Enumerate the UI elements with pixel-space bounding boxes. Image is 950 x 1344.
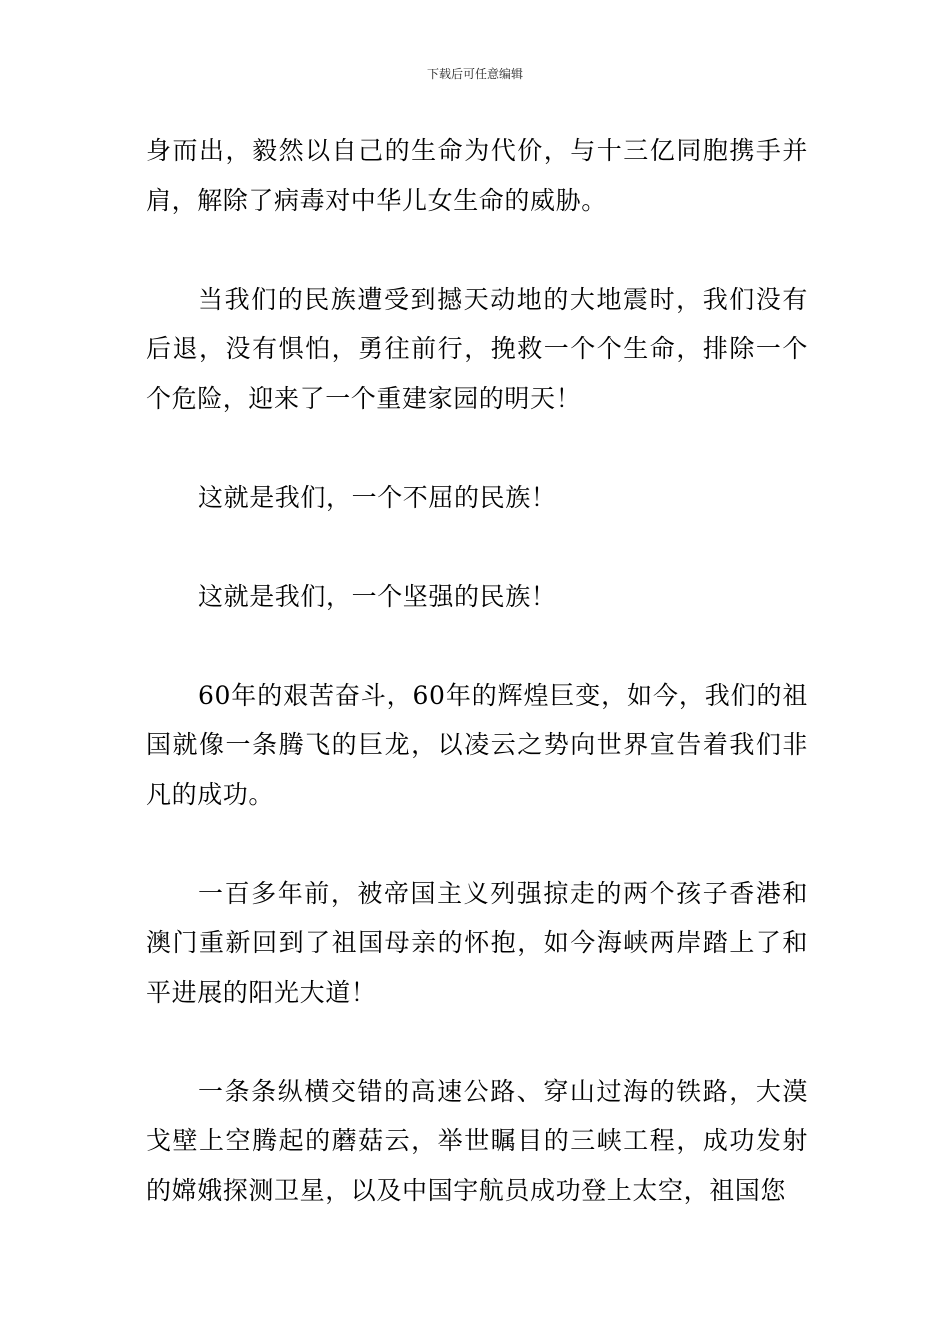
page-header: 下载后可任意编辑 xyxy=(426,67,523,81)
document-body xyxy=(146,126,808,1265)
paragraph-1: 身而出，毅然以自己的生命为代价，与十三亿同胞携手并肩，解除了病毒对中华儿女生命的威胁。 xyxy=(146,136,808,215)
paragraph-5: 60年的艰苦奋斗，60年的辉煌巨变，如今，我们的祖国就像一条腾飞的巨龙，以凌云之势向世界宣告着我们非凡的成功。 xyxy=(146,680,808,809)
paragraph-4: 这就是我们，一个坚强的民族！ xyxy=(198,581,557,611)
paragraph-6: 一百多年前，被帝国主义列强掠走的两个孩子香港和澳门重新回到了祖国母亲的怀抱，如今海峡两岸踏上了和平进展的阳光大道！ xyxy=(146,878,808,1007)
paragraph-2: 当我们的民族遭受到撼天动地的大地震时，我们没有后退，没有惧怕，勇往前行，挽救一个个生命，排除一个个危险，迎来了一个重建家园的明天！ xyxy=(146,284,808,413)
paragraph-7: 一条条纵横交错的高速公路、穿山过海的铁路，大漠戈壁上空腾起的蘑菇云，举世瞩目的三峡工程，成功发射的嫦娥探测卫星，以及中国宇航员成功登上太空，祖国您 xyxy=(146,1076,808,1205)
paragraph-3: 这就是我们，一个不屈的民族！ xyxy=(198,482,557,512)
